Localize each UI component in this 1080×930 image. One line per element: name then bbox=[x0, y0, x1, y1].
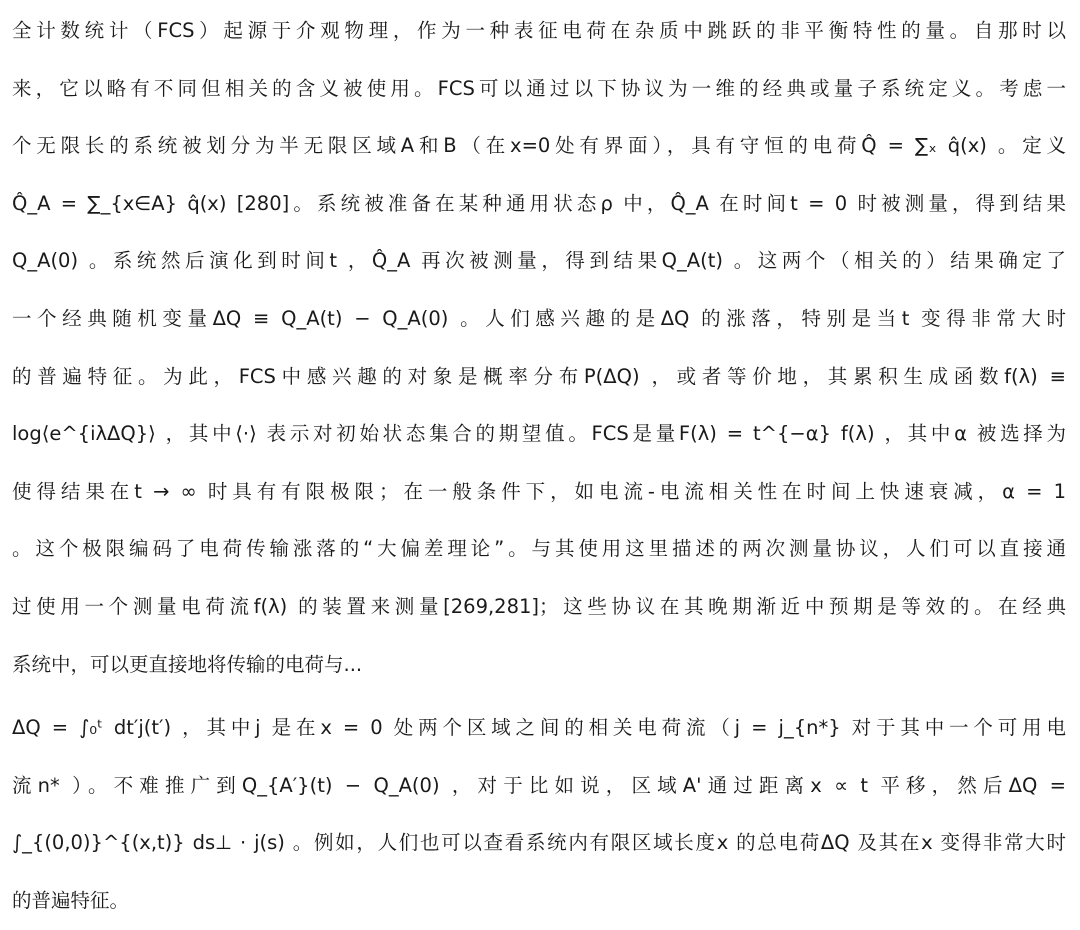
text-line: ∫_{(0,0)}^{(x,t)} ds⊥ · j(s) 。例如，人们也可以查看系统内有限区域长度x 的总电荷ΔQ 及其在x 变得非常大时 bbox=[12, 831, 1066, 855]
text-line: 使得结果在t → ∞ 时具有有限极限；在一般条件下，如电流-电流相关性在时间上快速衰减，α = 1 bbox=[12, 479, 1066, 503]
text-line: 来，它以略有不同但相关的含义被使用。FCS可以通过以下协议为一维的经典或量子系统定义。考虑一 bbox=[12, 76, 1066, 100]
text-line: Q_A(0) 。系统然后演化到时间t ，Q̂_A 再次被测量，得到结果Q_A(t) 。这两个（相关的）结果确定了 bbox=[12, 249, 1066, 273]
text-line: log⟨e^{iλΔQ}⟩ ，其中⟨·⟩ 表示对初始状态集合的期望值。FCS是量F(λ) = t^{−α} f(λ) ，其中α 被选择为 bbox=[12, 422, 1066, 446]
text-line: ΔQ = ∫₀ᵗ dt′j(t′) ，其中j 是在x = 0 处两个区域之间的相关电荷流（j = j_{n*} 对于其中一个可用电 bbox=[12, 716, 1066, 740]
text-line: 个无限长的系统被划分为半无限区域A和B（在x=0处有界面），具有守恒的电荷Q̂ = ∑ₓ q̂(x) 。定义 bbox=[12, 134, 1066, 158]
text-line: Q̂_A = ∑_{x∈A} q̂(x) [280]。系统被准备在某种通用状态ρ 中，Q̂_A 在时间t = 0 时被测量，得到结果 bbox=[12, 191, 1066, 215]
text-line: 流n* ）。不难推广到Q_{A′}(t) − Q_A(0) ，对于比如说，区域A'通过距离x ∝ t 平移，然后ΔQ = bbox=[12, 773, 1066, 797]
text-line: 的普遍特征。 bbox=[12, 888, 130, 912]
text-line: 一个经典随机变量ΔQ ≡ Q_A(t) − Q_A(0) 。人们感兴趣的是ΔQ 的涨落，特别是当t 变得非常大时 bbox=[12, 306, 1066, 330]
text-line: 过使用一个测量电荷流f(λ) 的装置来测量[269,281]；这些协议在其晚期渐近中预期是等效的。在经典 bbox=[12, 594, 1066, 618]
text-line: 的普遍特征。为此，FCS中感兴趣的对象是概率分布P(ΔQ) ，或者等价地，其累积生成函数f(λ) ≡ bbox=[12, 364, 1066, 388]
text-line: 。这个极限编码了电荷传输涨落的“大偏差理论”。与其使用这里描述的两次测量协议，人们可以直接通 bbox=[12, 537, 1066, 561]
text-line: 全计数统计（FCS）起源于介观物理，作为一种表征电荷在杂质中跳跃的非平衡特性的量。自那时以 bbox=[12, 19, 1066, 42]
paragraph-fcs-definition bbox=[12, 2, 1066, 693]
text-line: 系统中，可以更直接地将传输的电荷与... bbox=[12, 652, 363, 676]
paragraph-charge-current bbox=[12, 699, 1066, 929]
